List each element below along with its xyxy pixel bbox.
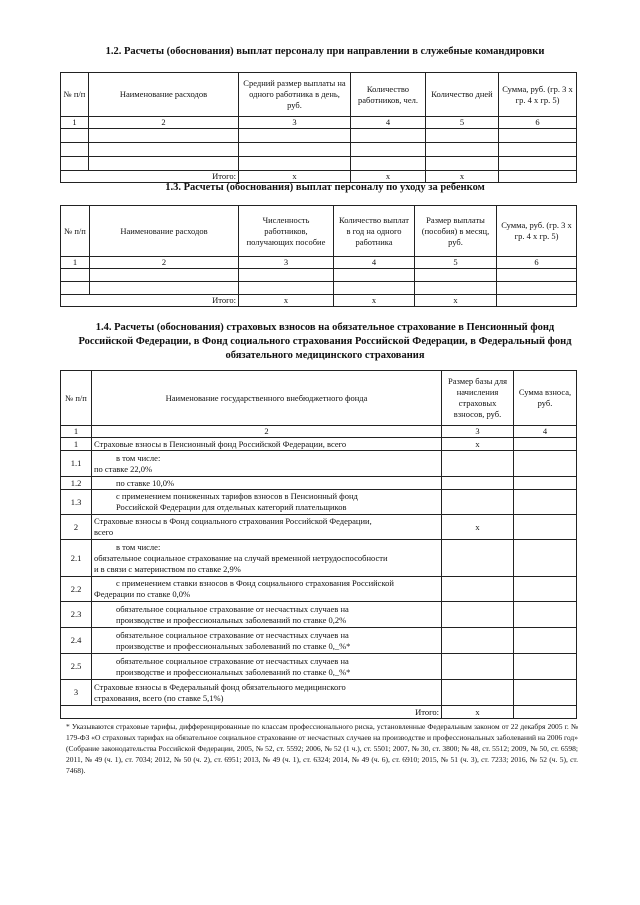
row-sum	[514, 490, 577, 515]
total-label: Итого:	[61, 295, 239, 307]
section-1-4-title	[50, 321, 600, 363]
header-sum: Сумма, руб. (гр. 3 x гр. 4 x гр. 5)	[499, 73, 577, 117]
row-label-line: обязательное социальное страхование от несчастных случаев на	[116, 629, 349, 640]
row-sum	[514, 680, 577, 706]
section-1-3-title: 1.3. Расчеты (обоснования) выплат персоналу по уходу за ребенком	[165, 182, 485, 193]
table-row	[61, 477, 577, 490]
header-payments: Количество выплат в год на одного работника	[334, 206, 415, 257]
row-sum	[514, 515, 577, 540]
footnote: * Указываются страховые тарифы, дифференцированные по классам профессионального риска, установленные Федеральным законом от 22 декабря 2005 г. № 179-ФЗ «О страховых тарифах на обязательное социальное страхование от несчастных случаев на производстве и профессиональных заболеваний на 2006 год» (Собрание законодательства Российской Федерации, 2005, № 52, ст. 5592; 2006, № 52 (1 ч.), ст. 5501; 2007, № 30, ст. 3800; № 48, ст. 5512; 2009, № 50, ст. 6598; 2011, № 49 (ч. 1), ст. 7034; 2012, № 50 (ч. 2), ст. 6951; 2013, № 49 (ч. 1), ст. 6324; 2014, № 49 (ч. 6), ст. 6910; 2015, № 51 (ч. 3), ст. 7233; 2016, № 52 (ч. 5), ст. 7468).	[66, 722, 578, 775]
row-label	[92, 654, 442, 680]
total-x: x	[239, 295, 334, 307]
header-count: Численность работников, получающих пособие	[239, 206, 334, 257]
header-num: № п/п	[61, 73, 89, 117]
header-avg: Средний размер выплаты на одного работника в день, руб.	[239, 73, 351, 117]
header-fund: Наименование государственного внебюджетного фонда	[92, 371, 442, 426]
table-row	[61, 438, 577, 451]
row-label	[92, 540, 442, 577]
row-label-line: Страховые взносы в Фонд социального страхования Российской Федерации,	[94, 516, 372, 526]
row-number: 1.3	[61, 490, 92, 515]
row-label	[92, 438, 442, 451]
row-number: 2.4	[61, 628, 92, 654]
table-row	[61, 269, 577, 282]
row-sum	[514, 451, 577, 477]
table-1-4	[60, 370, 577, 719]
row-label-line: производстве и профессиональных заболеваний по ставке 0,_%*	[116, 666, 351, 677]
table-row	[61, 451, 577, 477]
col-number: 6	[497, 257, 577, 269]
col-number: 4	[351, 117, 426, 129]
row-number: 2	[61, 515, 92, 540]
total-x: x	[415, 295, 497, 307]
header-contribution: Сумма взноса, руб.	[514, 371, 577, 426]
row-label-line: в том числе:	[116, 541, 161, 552]
header-sum: Сумма, руб. (гр. 3 x гр. 4 x гр. 5)	[497, 206, 577, 257]
row-label-line: и в связи с материнством по ставке 2,9%	[94, 563, 241, 574]
row-base	[442, 602, 514, 628]
row-label-line: по ставке 22,0%	[94, 463, 153, 474]
row-number: 1.1	[61, 451, 92, 477]
row-label-line: в том числе:	[116, 452, 161, 463]
header-workers: Количество работников, чел.	[351, 73, 426, 117]
row-base: x	[442, 515, 514, 540]
col-number: 1	[61, 117, 89, 129]
row-sum	[514, 654, 577, 680]
table-row	[61, 680, 577, 706]
table-1-3	[60, 205, 577, 307]
total-x: x	[351, 171, 426, 183]
row-label	[92, 680, 442, 706]
row-sum	[514, 628, 577, 654]
row-label-line: Страховые взносы в Федеральный фонд обязательного медицинского	[94, 681, 346, 692]
row-label-line: страхования, всего (по ставке 5,1%)	[94, 692, 224, 703]
row-sum	[514, 577, 577, 602]
col-number: 4	[334, 257, 415, 269]
row-label-line: Федерации по ставке 0,0%	[94, 589, 191, 599]
row-sum	[514, 438, 577, 451]
col-number: 4	[514, 426, 577, 438]
header-days: Количество дней	[426, 73, 499, 117]
col-number: 2	[90, 257, 239, 269]
col-number: 6	[499, 117, 577, 129]
row-label-line: всего	[94, 527, 114, 537]
row-base	[442, 490, 514, 515]
header-amount: Размер выплаты (пособия) в месяц, руб.	[415, 206, 497, 257]
table-1-2	[60, 72, 577, 183]
col-number: 1	[61, 426, 92, 438]
row-label-line: Страховые взносы в Пенсионный фонд Российской Федерации, всего	[94, 438, 347, 449]
row-number: 2.1	[61, 540, 92, 577]
row-label	[92, 477, 442, 490]
row-label	[92, 451, 442, 477]
row-base	[442, 577, 514, 602]
total-label: Итого:	[61, 706, 442, 719]
table-row	[61, 602, 577, 628]
col-number: 2	[89, 117, 239, 129]
col-number: 5	[426, 117, 499, 129]
row-label	[92, 602, 442, 628]
table-row	[61, 157, 577, 171]
col-number: 3	[239, 257, 334, 269]
row-label-line: по ставке 10,0%	[116, 477, 175, 488]
header-name: Наименование расходов	[90, 206, 239, 257]
row-label-line: обязательное социальное страхование на случай временной нетрудоспособности	[94, 552, 388, 563]
section-1-4-title-line: Российской Федерации, в Фонд социального страхования Российской Федерации, в Федеральный фонд	[78, 336, 572, 347]
table-row	[61, 628, 577, 654]
row-base	[442, 680, 514, 706]
row-number: 3	[61, 680, 92, 706]
total-x: x	[334, 295, 415, 307]
row-base	[442, 451, 514, 477]
row-label	[92, 577, 442, 602]
row-base	[442, 540, 514, 577]
row-base	[442, 628, 514, 654]
row-number: 1.2	[61, 477, 92, 490]
table-row	[61, 143, 577, 157]
row-sum	[514, 477, 577, 490]
row-label-line: производстве и профессиональных заболеваний по ставке 0,2%	[116, 614, 347, 625]
header-name: Наименование расходов	[89, 73, 239, 117]
row-label-line: с применением ставки взносов в Фонд социального страхования Российской	[116, 578, 394, 588]
row-label-line: с применением пониженных тарифов взносов в Пенсионный фонд	[116, 491, 358, 501]
col-number: 1	[61, 257, 90, 269]
total-x: x	[239, 171, 351, 183]
row-base: x	[442, 438, 514, 451]
col-number: 3	[442, 426, 514, 438]
row-number: 1	[61, 438, 92, 451]
row-label	[92, 490, 442, 515]
row-base	[442, 477, 514, 490]
col-number: 3	[239, 117, 351, 129]
row-base	[442, 654, 514, 680]
total-sum	[497, 295, 577, 307]
total-sum	[514, 706, 577, 719]
row-sum	[514, 602, 577, 628]
row-number: 2.2	[61, 577, 92, 602]
header-num: № п/п	[61, 371, 92, 426]
total-x: x	[442, 706, 514, 719]
row-label	[92, 515, 442, 540]
row-number: 2.5	[61, 654, 92, 680]
total-label: Итого:	[61, 171, 239, 183]
row-number: 2.3	[61, 602, 92, 628]
row-label-line: обязательное социальное страхование от несчастных случаев на	[116, 603, 349, 614]
section-1-4-title-line: обязательного медицинского страхования	[225, 350, 425, 361]
header-num: № п/п	[61, 206, 90, 257]
section-1-2-title: 1.2. Расчеты (обоснования) выплат персоналу при направлении в служебные командировки	[105, 46, 545, 57]
row-sum	[514, 540, 577, 577]
table-row	[61, 654, 577, 680]
row-label-line: обязательное социальное страхование от несчастных случаев на	[116, 655, 349, 666]
col-number: 2	[92, 426, 442, 438]
table-row	[61, 282, 577, 295]
table-row	[61, 540, 577, 577]
header-base: Размер базы для начисления страховых взносов, руб.	[442, 371, 514, 426]
row-label-line: производстве и профессиональных заболеваний по ставке 0,_%*	[116, 640, 351, 651]
table-row	[61, 129, 577, 143]
section-1-4-title-line: 1.4. Расчеты (обоснования) страховых взносов на обязательное страхование в Пенсионный фонд	[95, 322, 555, 333]
total-x: x	[426, 171, 499, 183]
table-row	[61, 490, 577, 515]
row-label	[92, 628, 442, 654]
col-number: 5	[415, 257, 497, 269]
table-row	[61, 515, 577, 540]
row-label-line: Российской Федерации для отдельных категорий плательщиков	[116, 502, 347, 512]
table-row	[61, 577, 577, 602]
